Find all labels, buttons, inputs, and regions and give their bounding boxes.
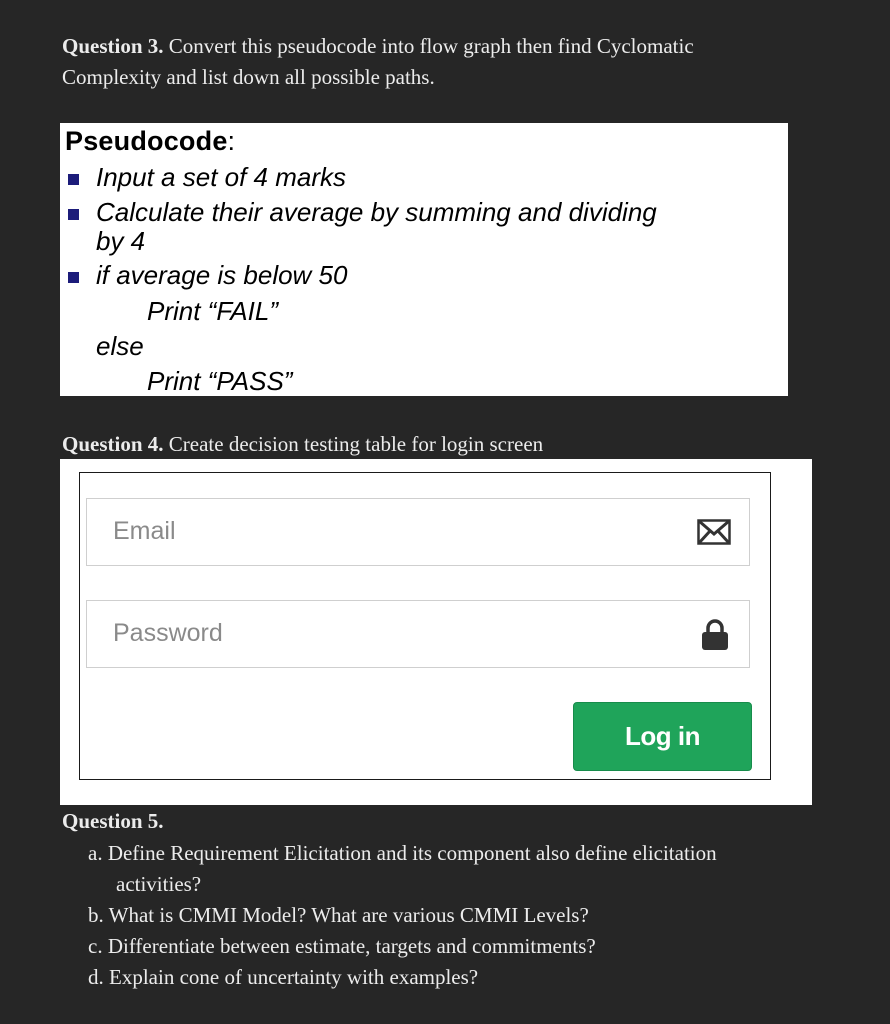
email-placeholder: Email xyxy=(113,517,176,545)
list-item: c. Differentiate between estimate, targets and commitments? xyxy=(88,934,596,958)
pseudocode-line: Print “PASS” xyxy=(147,366,293,396)
question-4-heading xyxy=(62,429,862,460)
bullet-icon xyxy=(68,174,79,185)
pseudocode-line: Print “FAIL” xyxy=(147,296,278,326)
login-screen xyxy=(60,459,812,805)
password-field[interactable] xyxy=(86,600,750,668)
password-placeholder: Password xyxy=(113,619,223,647)
list-item: b. What is CMMI Model? What are various CMMI Levels? xyxy=(88,903,589,927)
list-item-continuation: activities? xyxy=(116,872,202,896)
question-3-label: Question 3. xyxy=(62,34,164,58)
question-3-line2: Complexity and list down all possible paths. xyxy=(62,65,435,89)
question-3-line1 xyxy=(62,31,862,62)
bullet-icon xyxy=(68,272,79,283)
list-item: d. Explain cone of uncertainty with examples? xyxy=(88,965,479,989)
bullet-icon xyxy=(68,209,79,220)
list-item xyxy=(88,838,868,900)
question-5-label: Question 5. xyxy=(62,809,164,833)
login-form xyxy=(79,472,771,780)
pseudocode-box xyxy=(60,123,788,396)
question-5-list xyxy=(88,838,868,993)
pseudocode-line: by 4 xyxy=(96,226,146,256)
login-button[interactable]: Log in xyxy=(573,702,752,771)
pseudocode-title-text: Pseudocode xyxy=(65,126,228,156)
question-3-text: Convert this pseudocode into flow graph then find Cyclomatic xyxy=(163,34,694,58)
question-3-heading xyxy=(62,31,862,93)
question-4-text: Create decision testing table for login screen xyxy=(163,432,544,456)
pseudocode-title-colon: : xyxy=(227,126,236,156)
lock-icon xyxy=(701,619,729,656)
pseudocode-line: if average is below 50 xyxy=(96,260,348,290)
envelope-icon xyxy=(697,519,731,550)
pseudocode-line: else xyxy=(96,331,144,361)
email-field[interactable] xyxy=(86,498,750,566)
question-5-heading xyxy=(62,806,862,837)
list-item-text: a. Define Requirement Elicitation and its component also define elicitation xyxy=(88,841,717,865)
pseudocode-line: Input a set of 4 marks xyxy=(96,162,347,192)
pseudocode-title xyxy=(65,126,235,157)
question-4-label: Question 4. xyxy=(62,432,164,456)
pseudocode-line: Calculate their average by summing and dividing xyxy=(96,197,657,227)
